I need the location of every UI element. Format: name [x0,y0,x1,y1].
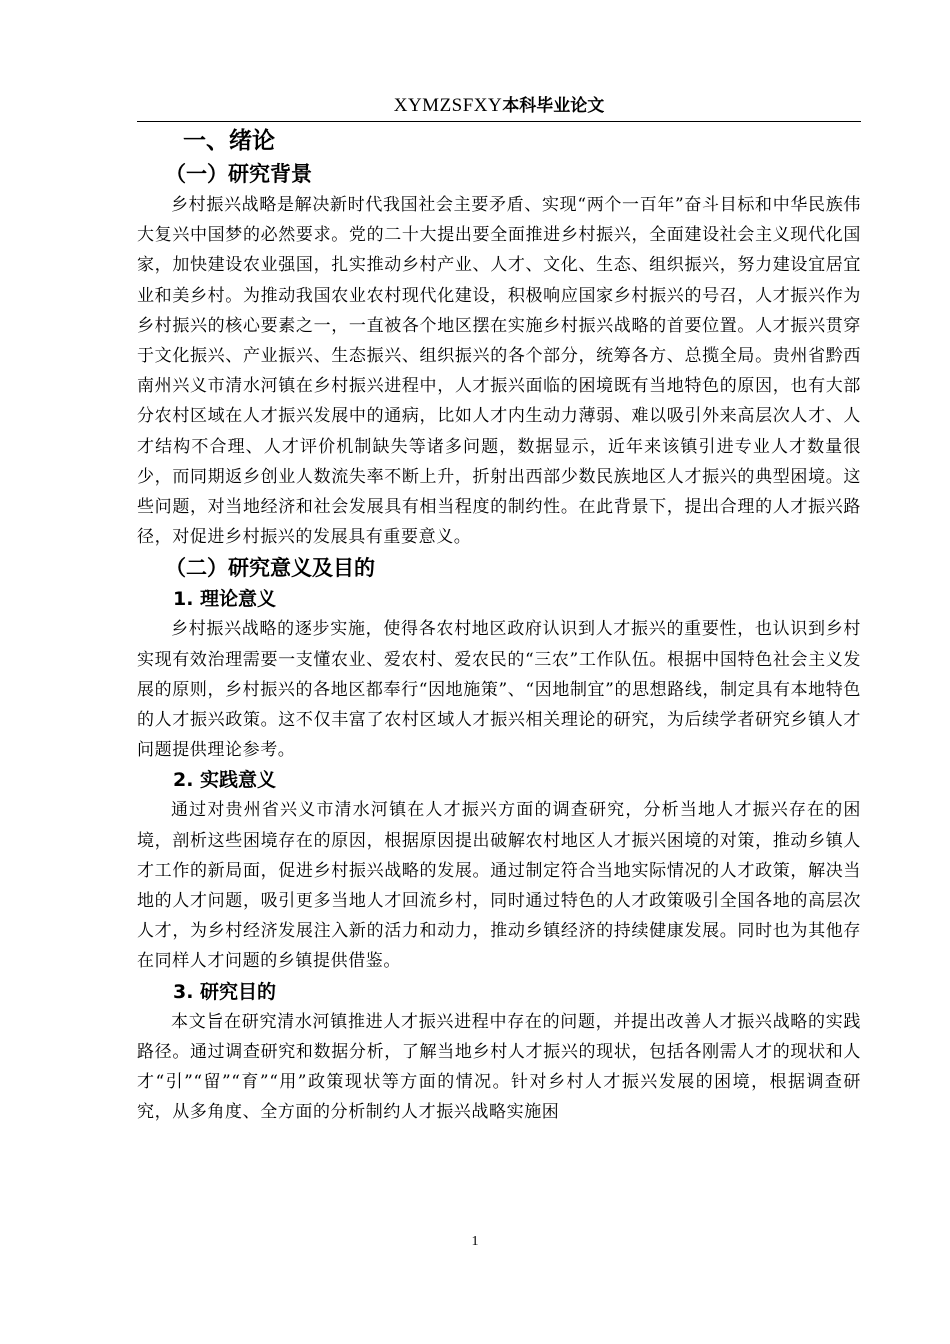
header-label: 本科毕业论文 [502,96,605,116]
section-title-background: （一）研究背景 [165,162,312,186]
paragraph-purpose: 本文旨在研究清水河镇推进人才振兴进程中存在的问题，并提出改善人才振兴战略的实践路径。通过调查研究和数据分析，了解当地乡村人才振兴的现状，包括各刚需人才的现状和人才“引”“留”“育”“用”政策现状等方面的情况。针对乡村人才振兴发展的困境，根据调查研究，从多角度、全方面的分析制约人才振兴战略实施困 [137,1011,861,1123]
paragraph-theory: 乡村振兴战略的逐步实施，使得各农村地区政府认识到人才振兴的重要性，也认识到乡村实现有效治理需要一支懂农业、爱农村、爱农民的“三农”工作队伍。根据中国特色社会主义发展的原则，乡村振兴的各地区都奉行“因地施策”、“因地制宜”的思想路线，制定具有本地特色的人才振兴政策。这不仅丰富了农村区域人才振兴相关理论的研究，为后续学者研究乡镇人才问题提供理论参考。 [137,619,861,761]
page-header [137,92,861,122]
page-content [137,124,861,1127]
paragraph-practice: 通过对贵州省兴义市清水河镇在人才振兴方面的调查研究，分析当地人才振兴存在的困境，剖析这些困境存在的原因，根据原因提出破解农村地区人才振兴困境的对策，推动乡镇人才工作的新局面，促进乡村振兴战略的发展。通过制定符合当地实际情况的人才政策，解决当地的人才问题，吸引更多当地人才回流乡村，同时通过特色的人才政策吸引全国各地的高层次人才，为乡村经济发展注入新的活力和动力，推动乡镇经济的持续健康发展。同时也为其他存在同样人才问题的乡镇提供借鉴。 [137,800,861,972]
page-number: 1 [471,1234,479,1249]
subsection-title-practice: 2. 实践意义 [173,769,277,792]
paragraph-background: 乡村振兴战略是解决新时代我国社会主要矛盾、实现“两个一百年”奋斗目标和中华民族伟大复兴中国梦的必然要求。党的二十大提出要全面推进乡村振兴，全面建设社会主义现代化国家，加快建设农业强国，扎实推动乡村产业、人才、文化、生态、组织振兴，努力建设宜居宜业和美乡村。为推动我国农业农村现代化建设，积极响应国家乡村振兴的号召，人才振兴作为乡村振兴的核心要素之一，一直被各个地区摆在实施乡村振兴战略的首要位置。人才振兴贯穿于文化振兴、产业振兴、生态振兴、组织振兴的各个部分，统筹各方、总揽全局。贵州省黔西南州兴义市清水河镇在乡村振兴进程中，人才振兴面临的困境既有当地特色的原因，也有大部分农村区域在人才振兴发展中的通病，比如人才内生动力薄弱、难以吸引外来高层次人才、人才结构不合理、人才评价机制缺失等诸多问题，数据显示，近年来该镇引进专业人才数量很少，而同期返乡创业人数流失率不断上升，折射出西部少数民族地区人才振兴的典型困境。这些问题，对当地经济和社会发展具有相当程度的制约性。在此背景下，提出合理的人才振兴路径，对促进乡村振兴的发展具有重要意义。 [137,195,861,548]
section-title-significance: （二）研究意义及目的 [165,556,375,581]
header-code: XYMZSFXY [393,95,503,116]
chapter-title: 一、绪论 [183,128,275,154]
subsection-title-theory: 1. 理论意义 [173,588,277,611]
subsection-title-purpose: 3. 研究目的 [173,980,277,1003]
